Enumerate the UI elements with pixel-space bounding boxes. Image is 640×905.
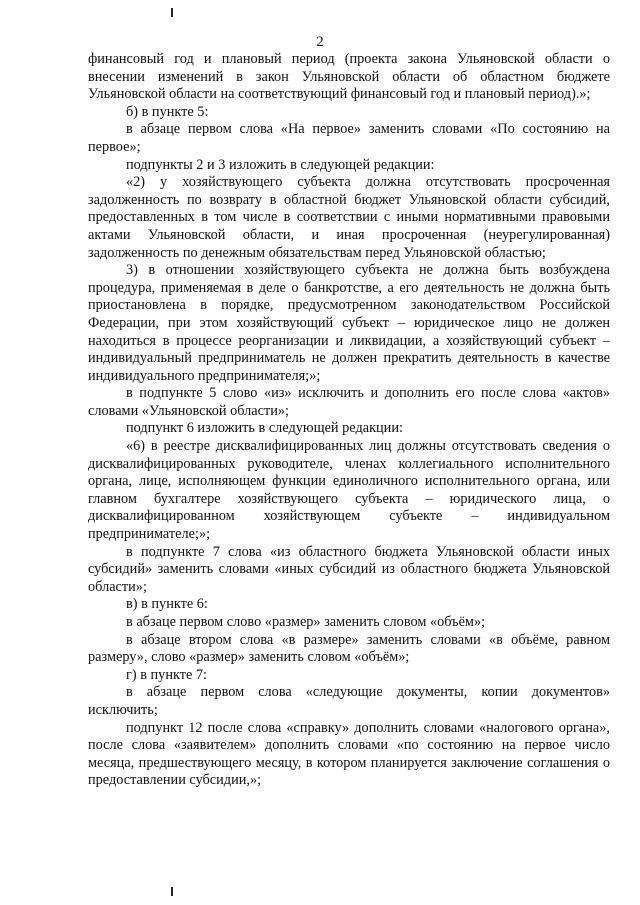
- binding-mark-top: [171, 8, 173, 17]
- paragraph: в абзаце втором слова «в размере» заменить словами «в объёме, равном размеру», слово «размер» заменить словом «объём»;: [88, 631, 610, 666]
- body-text: [88, 51, 610, 790]
- paragraph: финансовый год и плановый период (проекта закона Ульяновской области о внесении изменений в закон Ульяновской области об областном бюджете Ульяновской области на соответствующий финансовый год и плановый период).»;: [88, 51, 610, 103]
- paragraph: подпункт 6 изложить в следующей редакции:: [126, 420, 403, 437]
- paragraph: подпункт 12 после слова «справку» дополнить словами «налогового органа», после слова «заявителем» дополнить словами «по состоянию на первое число месяца, предшествующего месяцу, в котором планируется заключение соглашения о предоставлении субсидии,»;: [88, 719, 610, 789]
- paragraph: подпункты 2 и 3 изложить в следующей редакции:: [126, 156, 435, 173]
- paragraph: в абзаце первом слова «На первое» заменить словами «По состоянию на первое»;: [88, 121, 610, 155]
- paragraph: в) в пункте 6:: [126, 596, 208, 613]
- paragraph: в абзаце первом слова «следующие документы, копии документов» исключить;: [88, 684, 610, 718]
- paragraph: в подпункте 5 слово «из» исключить и дополнить его после слова «актов» словами «Ульяновской области»;: [88, 385, 610, 419]
- paragraph: «2) у хозяйствующего субъекта должна отсутствовать просроченная задолженность по возврату в областной бюджет Ульяновской области субсидий, предоставленных в том числе в соответствии с иными нормативными правовыми актами Ульяновской области, и иная просроченная (неурегулированная) задолженность по денежным обязательствам перед Ульяновской областью;: [88, 174, 610, 261]
- paragraph: в подпункте 7 слова «из областного бюджета Ульяновской области иных субсидий» заменить словами «иных субсидий из областного бюджета Ульяновской области»;: [88, 543, 610, 595]
- paragraph: в абзаце первом слово «размер» заменить словом «объём»;: [126, 614, 486, 630]
- page-number: 2: [316, 34, 324, 50]
- paragraph: г) в пункте 7:: [126, 666, 208, 683]
- paragraph: б) в пункте 5:: [126, 103, 209, 120]
- binding-mark-bottom: [171, 887, 173, 896]
- paragraph: «6) в реестре дисквалифицированных лиц должны отсутствовать сведения о дисквалифицированных руководителе, членах коллегиального исполнительного органа, лице, исполняющем функции единоличного исполнительного органа, или главном бухгалтере хозяйствующего субъекта – юридического лица, о дисквалифицированном хозяйствующем субъекте – индивидуальном предпринимателе;»;: [88, 438, 610, 543]
- paragraph: 3) в отношении хозяйствующего субъекта не должна быть возбуждена процедура, применяемая в деле о банкротстве, а его деятельность не должна быть приостановлена в порядке, предусмотренном законодательством Российской Федерации, при этом хозяйствующий субъект – юридическое лицо не должен находиться в процессе реорганизации и ликвидации, а хозяйствующий субъект – индивидуальный предприниматель не должен прекратить деятельность в качестве индивидуального предпринимателя;»;: [88, 262, 610, 384]
